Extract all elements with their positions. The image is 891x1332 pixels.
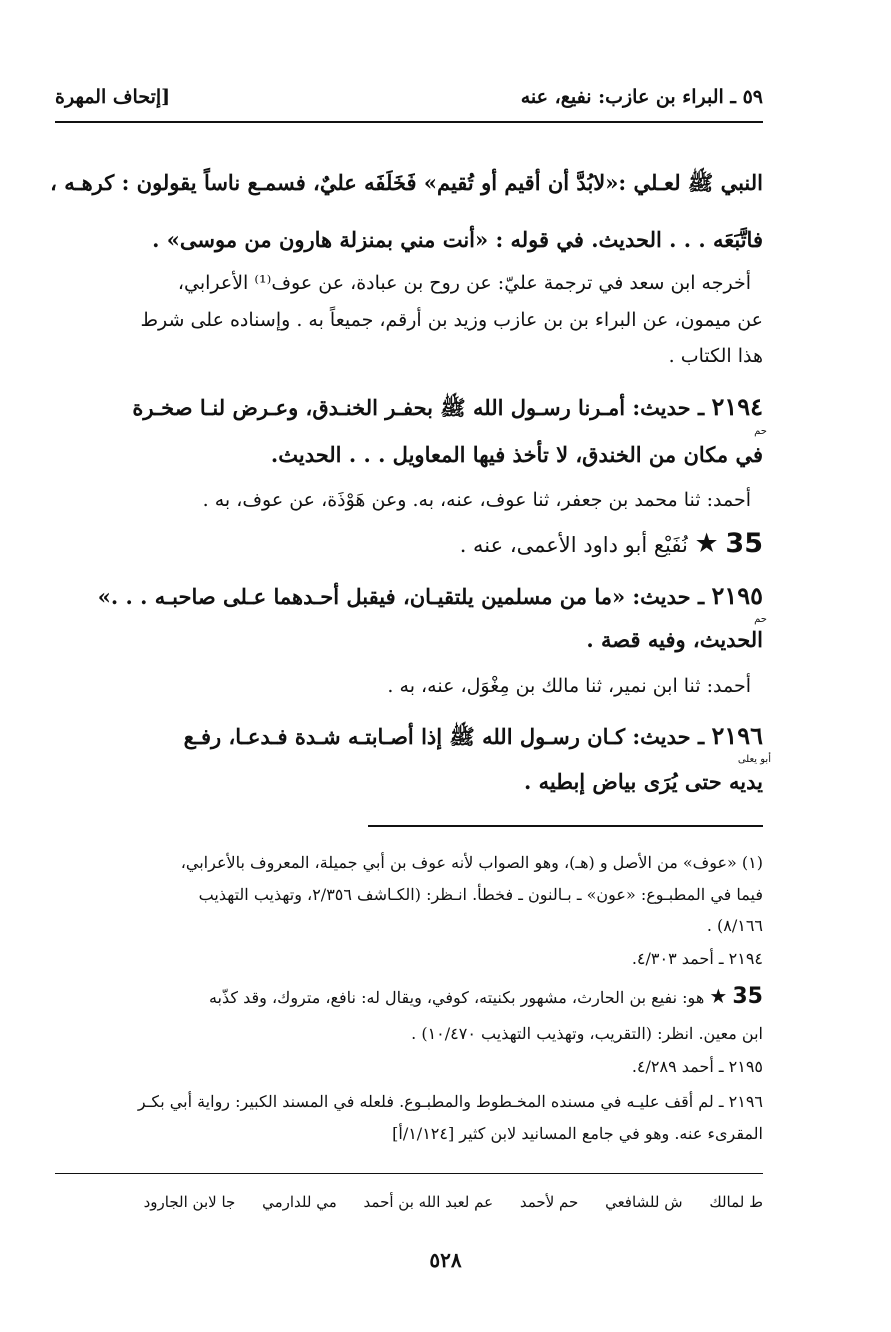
abbr-item: ش للشافعي [605, 1193, 683, 1211]
hadith-text: في مكان من الخندق، لا تأخذ فيها المعاويل . . . الحديث. [270, 442, 763, 467]
hadith-text: ـ حديث: أمـرنا رسـول الله ﷺ بحفـر الخنـدق، وعـرض لنـا صخـرة [132, 395, 705, 420]
hadith-2194 [55, 392, 763, 426]
margin-siglum: أبو يعلى [737, 754, 771, 765]
hadith-text: ـ حديث: «ما من مسلمين يلتقيـان، فيقبل أحـدهما عـلى صاحبـه . . .» [97, 584, 705, 609]
footnote-line: (١) «عوف» من الأصل و (هـ)، وهو الصواب لأنه عوف بن أبي جميلة، المعروف بالأعرابي، [180, 853, 763, 872]
hadith-number: ٢١٩٤ [711, 392, 763, 421]
footnote-text: هو: نفيع بن الحارث، مشهور بكنيته، كوفي، ويقال له: نافع، متروك، وقد كذّبه [208, 988, 705, 1007]
body-line: فاتَّبَعَه . . . الحديث. في قوله : «أنت مني بمنزلة هارون من موسى» . [152, 227, 763, 252]
header-rule [55, 121, 763, 123]
footnote-line: ٨/١٦٦) . [706, 916, 763, 935]
narrator-entry [55, 528, 763, 559]
takhrij-line: أخرجه ابن سعد في ترجمة عليّ: عن روح بن عبادة، عن عوف⁽¹⁾ الأعرابي، [177, 272, 751, 294]
body-line: النبي ﷺ لعـلي :«لابُدَّ أن أقيم أو تُقيم» فَخَلَفَه عليٌ، فسمـع ناساً يقولون : كرهـه ، [50, 170, 763, 195]
hadith-2195 [55, 581, 763, 610]
footnote-line: المقرىء عنه. وهو في جامع المسانيد لابن كثير [١/١٢٤/أ] [392, 1124, 763, 1143]
hadith-text: ـ حديث: كـان رسـول الله ﷺ إذا أصـابتـه شـدة فـدعـا، رفـع [183, 724, 705, 749]
chapter-heading: ٥٩ ـ البراء بن عازب: نفيع، عنه [520, 86, 763, 108]
narrator-number: 35 [725, 528, 763, 559]
star-icon: ★ [709, 984, 728, 1008]
footnote-line: ٢١٩٤ ـ أحمد ٤/٣٠٣. [631, 949, 763, 968]
abbreviations-legend [55, 1193, 763, 1211]
abbr-item: ط لمالك [709, 1193, 763, 1211]
footnote-line: ٢١٩٦ ـ لم أقف عليـه في مسنده المخـطوط والمطبـوع. فلعله في المسند الكبير: رواية أبي بكـر [137, 1092, 763, 1111]
hadith-number: ٢١٩٥ [711, 581, 763, 610]
abbr-item: عم لعبد الله بن أحمد [363, 1193, 494, 1211]
margin-siglum: حم [754, 426, 767, 437]
footnote-line: ٢١٩٥ ـ أحمد ٤/٢٨٩. [631, 1057, 763, 1076]
page-number: ٥٢٨ [429, 1248, 462, 1272]
hadith-2196 [55, 721, 763, 755]
abbr-item: جا لابن الجارود [143, 1193, 236, 1211]
hadith-text: الحديث، وفيه قصة . [586, 627, 763, 652]
abbr-item: مي للدارمي [262, 1193, 337, 1211]
book-title: [إتحاف المهرة [55, 86, 171, 108]
source-line: أحمد: ثنا محمد بن جعفر، ثنا عوف، عنه، به. وعن هَوْذَة، عن عوف، به . [202, 489, 751, 511]
hadith-number: ٢١٩٦ [711, 721, 763, 750]
abbreviations-rule [55, 1173, 763, 1174]
margin-siglum: حم [754, 614, 767, 625]
takhrij-line: هذا الكتاب . [668, 345, 763, 367]
star-icon: ★ [694, 528, 719, 559]
abbr-item: حم لأحمد [519, 1193, 579, 1211]
footnote-separator [368, 825, 763, 827]
footnote-line: فيما في المطبـوع: «عون» ـ بـالنون ـ فخطأ. انـظر: (الكـاشف ٢/٣٥٦، وتهذيب التهذيب [198, 885, 763, 904]
footnote-narrator [55, 984, 763, 1009]
hadith-text: يديه حتى يُرَى بياض إبطيه . [524, 769, 763, 794]
takhrij-line: عن ميمون، عن البراء بن بن عازب وزيد بن أرقم، جميعاً به . وإسناده على شرط [140, 309, 763, 331]
source-line: أحمد: ثنا ابن نمير، ثنا مالك بن مِغْوَل، عنه، به . [387, 675, 751, 697]
narrator-number: 35 [732, 984, 763, 1009]
narrator-name: نُفَيْع أبو داود الأعمى، عنه . [459, 533, 688, 557]
footnote-line: ابن معين. انظر: (التقريب، وتهذيب التهذيب ١٠/٤٧٠) . [411, 1024, 763, 1043]
